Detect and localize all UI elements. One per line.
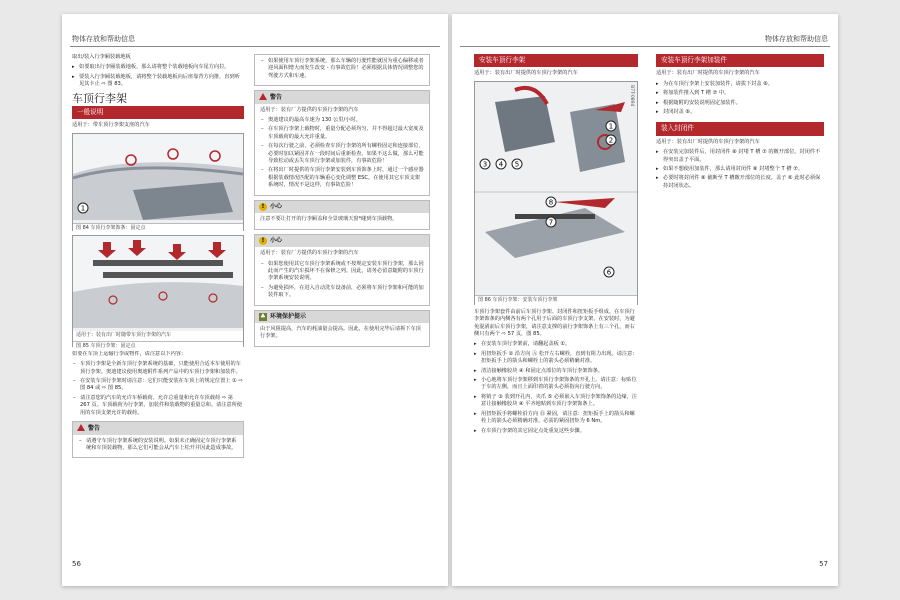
callout-1: 1: [608, 122, 614, 131]
warning-title: 警告: [88, 425, 101, 433]
page-number: 57: [819, 560, 828, 568]
figure-roof-rail: [72, 133, 244, 231]
figure-caption: 图 84 车顶行李架饰条：固定点: [73, 223, 243, 233]
list-item: – 请注意您的汽车的允许车桥载荷、允许总重量和允许车顶载荷 ⇨ 第 267 页。车顶载荷为行李架、加装件和装载物的重量总和。请注意所使用的车顶支架允许的载荷。: [72, 395, 244, 417]
section-bar: 安装车顶行李架加装件: [656, 54, 824, 67]
step-item: ▸ 必要时将封闭件 ⑧ 截断至 T 槽敞开部位的长度。盖子 ⑥ 此时必须保持封闭状态。: [656, 175, 824, 190]
section-bar: 安装车顶行李架: [474, 54, 638, 67]
callout-1: 1: [80, 204, 86, 213]
list-item: – 奥迪建议的最高车速为 130 公里/小时。: [260, 117, 424, 124]
rack-install-illustration: [475, 82, 637, 292]
figure-code: B7T-0894: [629, 84, 634, 107]
step-item: ▸ 如果不想使用加装件，那么请用封闭件 ⑧ 封堵整个 T 槽 ⑦。: [656, 166, 824, 173]
applies-to: 适用于：装有厂方提供的车顶行李架的汽车: [260, 106, 359, 113]
applies-to: 适用于：带车顶行李架支座的汽车: [72, 122, 150, 129]
car-roof-illustration: [73, 134, 243, 220]
right-column-2: [656, 54, 824, 192]
figure-caption: 图 86 车顶行李架：安装车顶行李架: [475, 295, 637, 305]
list-item: – 在每次行驶之前，必须检查车顶行李架的所有螺栓固定和连接部位，必要时加以紧固并在一段时间后重新检查。如果不这么做，那么可能导致松动或丢失车顶行李架或加装件，有事故危险！: [260, 143, 424, 165]
right-column-1: [474, 54, 638, 437]
caution-box: [254, 234, 430, 305]
environment-title: 环境保护提示: [270, 312, 307, 320]
step-item: ▸ 根据随附的安装说明固定加装件。: [656, 100, 824, 107]
step-item: ▸ 清洁接触橡胶块 ④ 和固定点部位的车顶行李架饰条。: [474, 368, 638, 375]
list-item: ▸ 要装入行李厢装载地板，请将整个装载地板向后座靠背方向推，直到听见其卡止 ⇨ 图 83。: [72, 74, 244, 89]
leaf-icon: ♣: [260, 312, 266, 320]
warning-icon: [77, 424, 85, 431]
list-item: ▸ 如要取出行李厢装载地板，那么请将整个装载地板向车尾方向拉。: [72, 64, 244, 71]
applies-to: 适用于：装有出厂时提供的车顶行李架的汽车: [656, 70, 760, 77]
step-item: ▸ 在安装完加装件后，用封闭件 ⑧ 封堵 T 槽 ⑦ 的敞开部位。封闭件不得突出盖子平面。: [656, 149, 824, 164]
list-item: – 在安装车顶行李架时请注意：它们只能安装在车顶上的规定位置上 ① ⇨ 图 84 或 ⇨ 图 85。: [72, 378, 244, 393]
figure-install-rack: [474, 81, 638, 305]
intro-line: 取出/装入行李厢装载地板: [72, 54, 131, 60]
environment-text: 由于风阻提高，汽车的耗油量会提高。因此，在使用完毕后请拆下车顶行李架。: [260, 325, 421, 339]
step-item: ▸ 用扭矩扳手 ② 沿方向 Ⓐ 松开左右螺栓，直到有阻力出现。请注意：扭矩扳手上的箭头和螺栓上的箭头必须精确对准。: [474, 351, 638, 366]
warning-continued: [254, 54, 430, 86]
applies-to: 适用于：装有厂方提供的车顶行李架的汽车: [260, 250, 359, 257]
body-intro: 如要在车顶上运输行李或物件，请注意以下内容：: [72, 350, 187, 357]
left-column-1: [72, 54, 244, 462]
caution-box: [254, 200, 430, 230]
list-item: – 车顶行李架是全新车顶行李架系统的基础，只能使用合适本车使用的车顶行李架。奥迪建议使用奥迪附件系列产品中的车顶行李架和加装件。: [72, 361, 244, 376]
page-header: 物体存放和帮助信息: [72, 35, 135, 43]
step-item: ▸ 在安装车顶行李架前，请翻起盖板 ①。: [474, 341, 638, 348]
callout-3: 3: [482, 160, 488, 169]
figure-roof-rack: [72, 235, 244, 347]
list-item: – 如果您使用其它车顶行李架系统或不按规定安装车顶行李架，那么因此而产生的汽车损坏不在保修之列。因此，请务必留意随附的车顶行李架系统安装说明。: [260, 261, 424, 283]
step-item: ▸ 将加装件推入到 T 槽 ⑦ 中。: [656, 90, 824, 97]
warning-box: [254, 90, 430, 195]
caution-icon: !: [259, 237, 267, 245]
left-column-2: [254, 54, 430, 351]
step-item: ▸ 小心地将车顶行李架移到车顶行李架饰条的开孔上。请注意：标贴位于车的左侧，而且上面印着的箭头必须指向行驶方向。: [474, 377, 638, 392]
step-item: ▸ 在车顶行李架的其它固定点处重复这些步骤。: [474, 428, 638, 435]
applies-to: 适用于：装有出厂时提供的车顶行李架的汽车: [474, 70, 578, 77]
callout-5: 5: [514, 160, 520, 169]
callout-6: 6: [606, 268, 612, 277]
warning-icon: [259, 93, 267, 100]
roof-rack-illustration: [73, 236, 243, 328]
section-bar: 装入封闭件: [656, 122, 824, 135]
body-text: 车顶行李架套件由前后车顶行李架、封闭件和扭矩扳手组成。在车顶行李架饰条的内侧各有两个孔用于后面的车顶行李支架。在安装时，为避免混淆前后车顶行李架，请注意支撑的前行李架饰条上有三个孔，而右侧只有两个 ⇨ 57 页，图 85。: [474, 308, 635, 338]
callout-8: 8: [548, 198, 554, 207]
callout-7: 7: [548, 218, 554, 227]
subsection-bar: 一般说明: [72, 106, 244, 119]
list-item: – 为避免损坏，在进入自动洗车设备前，必须将车顶行李架和可能的加装件取下。: [260, 285, 424, 300]
caution-title: 小心: [270, 237, 283, 245]
caution-icon: !: [259, 203, 267, 211]
caution-text: 注意不要让打开的行李厢盖和全景玻璃天窗*碰到车顶载物。: [260, 215, 398, 222]
warning-box: [72, 421, 244, 458]
warning-title: 警告: [270, 94, 283, 102]
header-rule: [70, 46, 440, 47]
page-number: 56: [72, 560, 81, 568]
applies-to: 适用于：装有出厂时提供的车顶行李架的汽车: [656, 138, 760, 145]
figure-caption-applies: 适用于：装有出厂时随带车顶行李架的汽车: [73, 331, 243, 340]
figure-caption: 图 85 车顶行李架：固定点: [73, 341, 243, 351]
step-item: ▸ 用扭矩扳手将螺栓沿方向 Ⓑ 紧固，请注意：扭矩扳手上的箭头和螺栓上的箭头必须精确对准。必需的紧固扭矩为 6 Nm。: [474, 411, 638, 426]
list-item: – 请遵守车顶行李架系统的安装说明。如果未正确固定车顶行李架系统和车顶装载物，那么它们可能会从汽车上松开并因此造成事故。: [78, 438, 238, 453]
environment-box: [254, 310, 430, 348]
page-header: 物体存放和帮助信息: [765, 35, 828, 43]
right-page: [452, 14, 838, 586]
list-item: – 在将出厂时提供的车顶行李架安装到车顶饰条上时，通过一个感应器根据装载情况匹配的车辆重心变化调整 ESC。在使用其它车顶支架系统时，情况不是这样，有事故危险！: [260, 167, 424, 189]
step-item: ▸ 封闭封盖 ⑥。: [656, 109, 824, 116]
left-page: [62, 14, 448, 586]
step-item: ▸ 为在车顶行李架上安装加装件，请拔下封盖 ⑥。: [656, 81, 824, 88]
caution-title: 小心: [270, 202, 283, 210]
header-rule: [460, 46, 830, 47]
section-title: 车顶行李架: [72, 91, 127, 105]
callout-4: 4: [498, 160, 504, 169]
callout-2: 2: [608, 136, 614, 145]
list-item: – 在车顶行李架上载物时，重量分配必须均匀，并不得超过最大宽度及车顶载荷的最大允许重量。: [260, 126, 424, 141]
list-item: – 如果使用车顶行李架系统，那么车辆的行驶性能就因为重心偏移或者迎风面积增大而发生改变 - 有事故危险！必须根据具体情况调整您的驾驶方式和车速。: [260, 58, 424, 80]
step-item: ▸ 将销子 ③ 装到开孔内，夹爪 ⑤ 必须嵌入车顶行李架饰条的边缘，注意让接触橡胶块 ④ 平齐地贴到车顶行李架饰条上。: [474, 394, 638, 409]
